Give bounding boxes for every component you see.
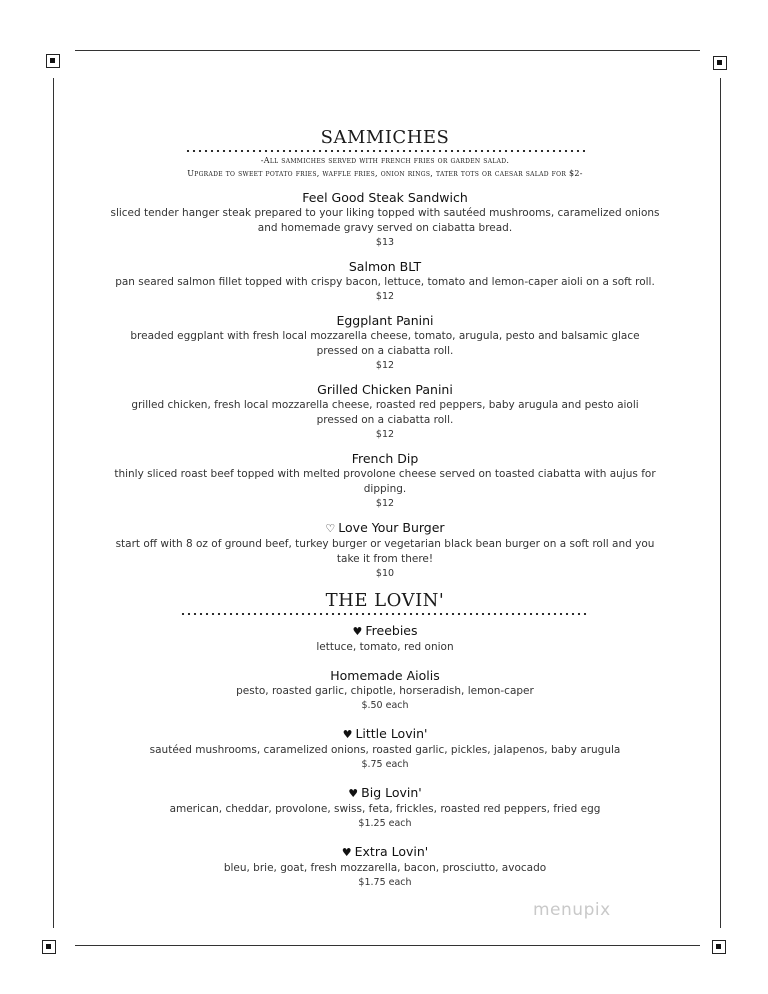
- menu-item-price: $.50 each: [361, 700, 409, 711]
- frame-right-line: [720, 78, 721, 928]
- menu-item-description: american, cheddar, provolone, swiss, feta, frickles, roasted red peppers, fried egg: [169, 803, 601, 815]
- menu-item: [100, 259, 670, 304]
- menu-item: [100, 451, 670, 511]
- menu-item-description: breaded eggplant with fresh local mozzarella cheese, tomato, arugula, pesto and balsamic glace pressed on a ciabatta roll.: [130, 330, 640, 357]
- menu-item: [100, 520, 670, 581]
- section-title-lovin: THE LOVIN': [325, 590, 445, 611]
- menu-item-title: Love Your Burger: [338, 520, 445, 535]
- menu-item-name: [100, 451, 670, 467]
- menu-item-price: $.75 each: [361, 759, 409, 770]
- menu-item-name: [100, 520, 670, 537]
- menu-item-name: [100, 259, 670, 275]
- menu-item-title: Homemade Aiolis: [330, 668, 440, 683]
- heart-icon: ♥: [352, 625, 363, 638]
- dotted-divider: [185, 150, 585, 152]
- menu-item-name: [100, 623, 670, 640]
- menu-item-title: Big Lovin': [361, 785, 422, 800]
- menu-item: [100, 623, 670, 655]
- menu-item-title: Grilled Chicken Panini: [317, 382, 453, 397]
- menu-item-description: pesto, roasted garlic, chipotle, horseradish, lemon-caper: [236, 685, 534, 697]
- menu-item-price: $1.25 each: [358, 818, 412, 829]
- heart-icon: ♥: [342, 728, 353, 741]
- menu-item-title: Extra Lovin': [354, 844, 429, 859]
- dotted-divider: [180, 613, 590, 615]
- menu-item: [100, 313, 670, 373]
- menu-item-description: grilled chicken, fresh local mozzarella cheese, roasted red peppers, baby arugula and pesto aioli pressed on a ciabatta roll.: [131, 399, 639, 426]
- menu-item-title: Freebies: [365, 623, 418, 638]
- menu-item-description: bleu, brie, goat, fresh mozzarella, bacon, prosciutto, avocado: [223, 862, 547, 874]
- menu-item-name: [100, 785, 670, 802]
- menu-item-description: start off with 8 oz of ground beef, turkey burger or vegetarian black bean burger on a soft roll and you take it from there!: [115, 538, 655, 565]
- menu-item-price: $10: [375, 568, 395, 579]
- menu-item-price: $13: [375, 237, 395, 248]
- heart-icon: ♡: [325, 522, 336, 535]
- menu-item-name: [100, 313, 670, 329]
- menu-item: [100, 844, 670, 890]
- menu-item-price: $12: [375, 291, 395, 302]
- menu-item-price: $12: [375, 360, 395, 371]
- frame-top-line: [75, 50, 700, 51]
- menu-item-name: [100, 382, 670, 398]
- sammiches-note-line-1: -All sammiches served with french fries or garden salad.: [260, 156, 510, 165]
- menu-item-price: $12: [375, 429, 395, 440]
- lovin-list: [100, 623, 670, 890]
- menu-item: [100, 190, 670, 250]
- menu-item-description: pan seared salmon fillet topped with crispy bacon, lettuce, tomato and lemon-caper aioli on a soft roll.: [115, 276, 655, 288]
- menu-item: [100, 726, 670, 772]
- corner-ornament-top-right: [713, 56, 727, 70]
- menu-item: [100, 382, 670, 442]
- corner-ornament-top-left: [46, 54, 60, 68]
- heart-icon: ♥: [348, 787, 359, 800]
- watermark-logo: menupix: [533, 900, 611, 920]
- menu-item-title: French Dip: [351, 451, 419, 466]
- corner-ornament-bottom-left: [42, 940, 56, 954]
- menu-item-title: Salmon BLT: [348, 259, 422, 274]
- menu-item: [100, 785, 670, 831]
- menu-item-description: sliced tender hanger steak prepared to your liking topped with sautéed mushrooms, caramelized onions and homemade gravy served on ciabatta bread.: [110, 207, 660, 234]
- menu-content: [100, 128, 670, 890]
- sammiches-list: [100, 190, 670, 581]
- menu-item-name: [100, 668, 670, 684]
- menu-item-description: thinly sliced roast beef topped with melted provolone cheese served on toasted ciabatta with aujus for dipping.: [114, 468, 656, 495]
- menu-item-description: sautéed mushrooms, caramelized onions, roasted garlic, pickles, jalapenos, baby arugula: [149, 744, 621, 756]
- corner-ornament-bottom-right: [712, 940, 726, 954]
- menu-item-name: [100, 844, 670, 861]
- menu-item-name: [100, 726, 670, 743]
- menu-item-title: Little Lovin': [355, 726, 428, 741]
- section-title-sammiches: SAMMICHES: [320, 127, 450, 148]
- menu-item: [100, 668, 670, 713]
- menu-item-name: [100, 190, 670, 206]
- menu-item-price: $12: [375, 498, 395, 509]
- sammiches-note-line-2: Upgrade to sweet potato fries, waffle fries, onion rings, tater tots or caesar salad for $2-: [187, 169, 583, 178]
- heart-icon: ♥: [341, 846, 352, 859]
- menu-item-price: $1.75 each: [358, 877, 412, 888]
- frame-bottom-line: [75, 945, 700, 946]
- menu-item-title: Feel Good Steak Sandwich: [302, 190, 468, 205]
- menu-item-title: Eggplant Panini: [336, 313, 434, 328]
- frame-left-line: [53, 78, 54, 928]
- menu-item-description: lettuce, tomato, red onion: [316, 641, 454, 653]
